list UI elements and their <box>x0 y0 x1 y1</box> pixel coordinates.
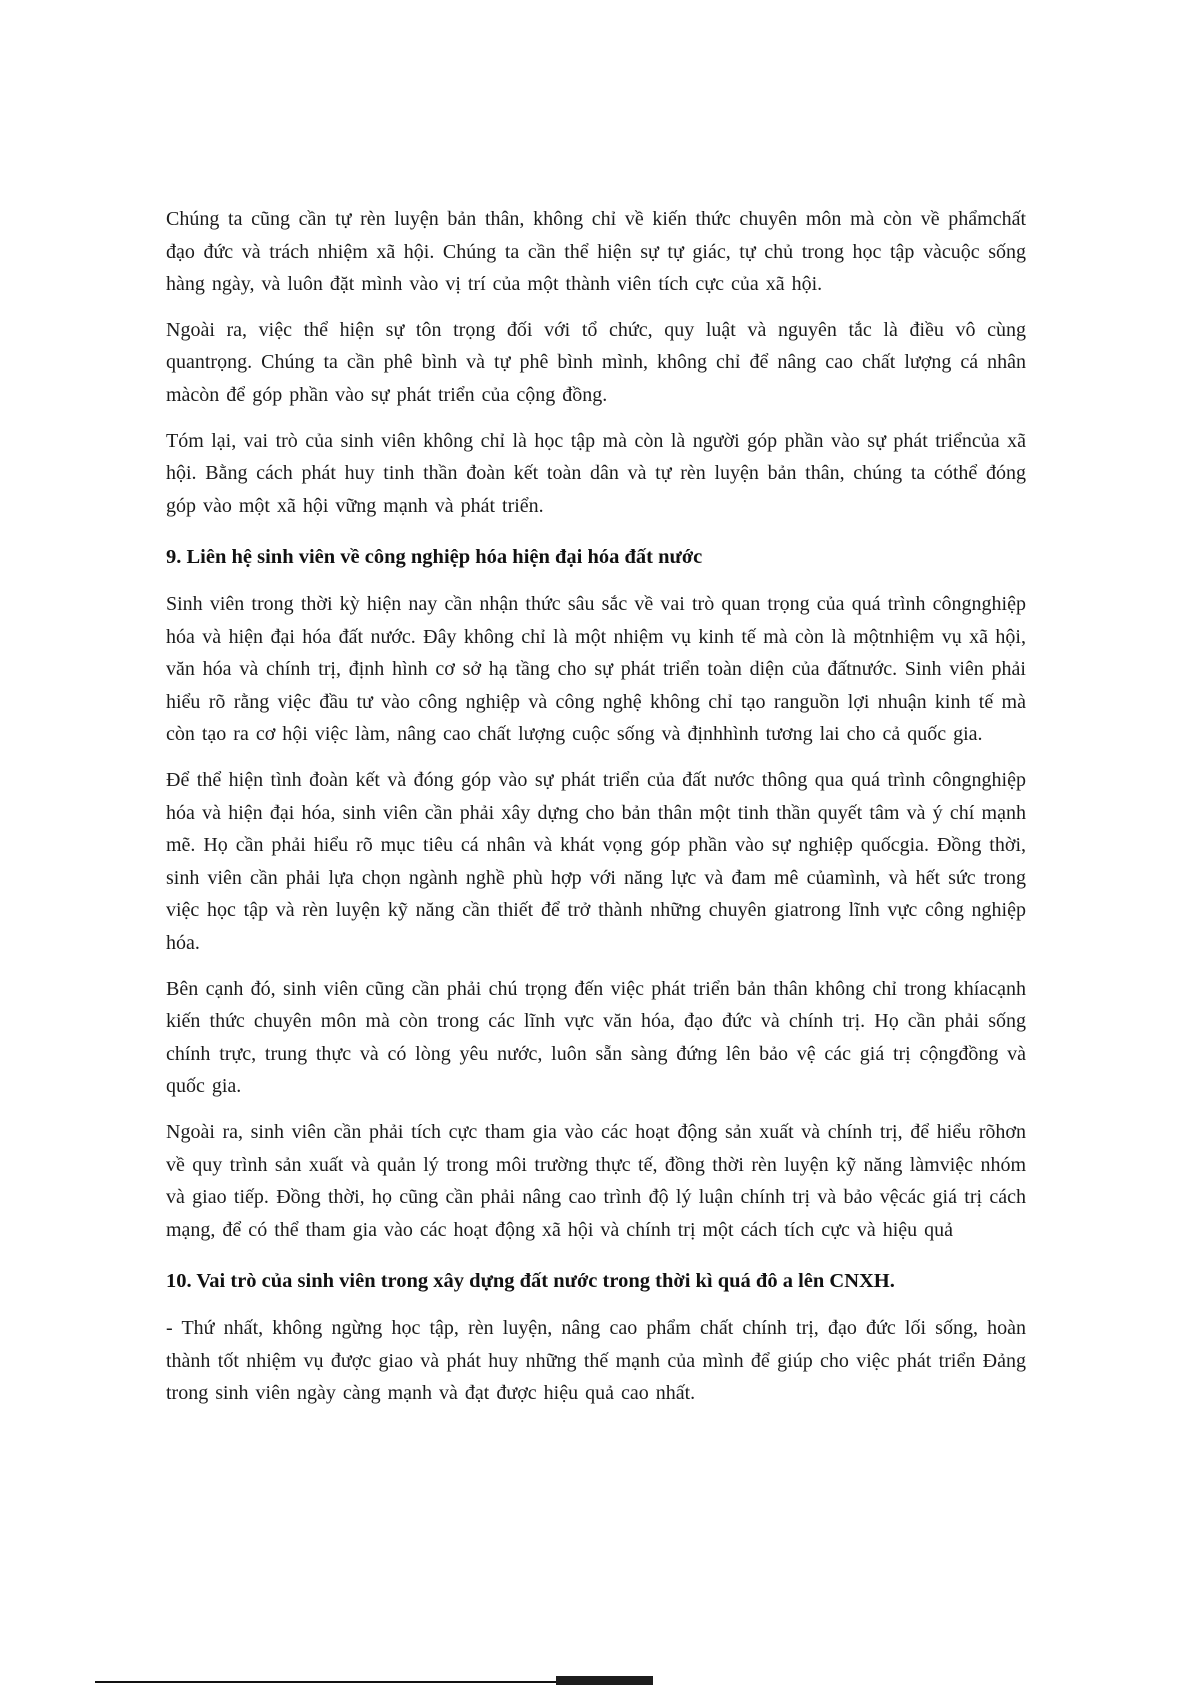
paragraph: Tóm lại, vai trò của sinh viên không chỉ là học tập mà còn là người góp phần vào sự phát triểncủa xã hội. Bằng cách phát huy tinh thần đoàn kết toàn dân và tự rèn luyện bản thân, chúng ta cóthể đóng góp vào một xã hội vững mạnh và phát triển. <box>166 429 1026 517</box>
document-body <box>166 203 1026 1423</box>
paragraph: Chúng ta cũng cần tự rèn luyện bản thân, không chỉ về kiến thức chuyên môn mà còn về phẩmchất đạo đức và trách nhiệm xã hội. Chúng ta cần thể hiện sự tự giác, tự chủ trong học tập vàcuộc sống hàng ngày, và luôn đặt mình vào vị trí của một thành viên tích cực của xã hội. <box>166 208 1026 296</box>
paragraph: Ngoài ra, việc thể hiện sự tôn trọng đối với tổ chức, quy luật và nguyên tắc là điều vô cùng quantrọng. Chúng ta cần phê bình và tự phê bình mình, không chỉ để nâng cao chất lượng cá nhân màcòn để góp phần vào sự phát triển của cộng đồng. <box>166 318 1026 406</box>
paragraph: Để thể hiện tình đoàn kết và đóng góp vào sự phát triển của đất nước thông qua quá trình côngnghiệp hóa và hiện đại hóa, sinh viên cần phải xây dựng cho bản thân một tinh thần quyết tâm và ý chí mạnh mẽ. Họ cần phải hiểu rõ mục tiêu cá nhân và khát vọng góp phần vào sự nghiệp quốcgia. Đồng thời, sinh viên cần phải lựa chọn ngành nghề phù hợp với năng lực và đam mê củamình, và hết sức trong việc học tập và rèn luyện kỹ năng cần thiết để trở thành những chuyên giatrong lĩnh vực công nghiệp hóa. <box>166 769 1026 955</box>
paragraph: Ngoài ra, sinh viên cần phải tích cực tham gia vào các hoạt động sản xuất và chính trị, để hiểu rõhơn về quy trình sản xuất và quản lý trong môi trường thực tế, đồng thời rèn luyện kỹ năng làmviệc nhóm và giao tiếp. Đồng thời, họ cũng cần phải nâng cao trình độ lý luận chính trị và bảo vệcác giá trị cách mạng, để có thể tham gia vào các hoạt động xã hội và chính trị một cách tích cực và hiệu quả <box>166 1121 1026 1241</box>
bottom-edge-block <box>556 1676 653 1685</box>
bottom-edge-line <box>95 1681 557 1683</box>
paragraph: Sinh viên trong thời kỳ hiện nay cần nhận thức sâu sắc về vai trò quan trọng của quá trình côngnghiệp hóa và hiện đại hóa đất nước. Đây không chỉ là một nhiệm vụ kinh tế mà còn là mộtnhiệm vụ xã hội, văn hóa và chính trị, định hình cơ sở hạ tầng cho sự phát triển toàn diện của đấtnước. Sinh viên phải hiểu rõ rằng việc đầu tư vào công nghiệp và công nghệ không chỉ tạo ranguồn lợi nhuận kinh tế mà còn tạo ra cơ hội việc làm, nâng cao chất lượng cuộc sống và địnhhình tương lai cho cả quốc gia. <box>166 593 1026 746</box>
section-heading-10: 10. Vai trò của sinh viên trong xây dựng đất nước trong thời kì quá đô a lên CNXH. <box>166 1270 895 1293</box>
paragraph: - Thứ nhất, không ngừng học tập, rèn luyện, nâng cao phẩm chất chính trị, đạo đức lối sống, hoàn thành tốt nhiệm vụ được giao và phát huy những thế mạnh của mình để giúp cho việc phát triển Đảng trong sinh viên ngày càng mạnh và đạt được hiệu quả cao nhất. <box>166 1317 1026 1405</box>
section-heading-9: 9. Liên hệ sinh viên về công nghiệp hóa hiện đại hóa đất nước <box>166 546 703 569</box>
paragraph: Bên cạnh đó, sinh viên cũng cần phải chú trọng đến việc phát triển bản thân không chỉ trong khíacạnh kiến thức chuyên môn mà còn trong các lĩnh vực văn hóa, đạo đức và chính trị. Họ cần phải sống chính trực, trung thực và có lòng yêu nước, luôn sẵn sàng đứng lên bảo vệ các giá trị cộngđồng và quốc gia. <box>166 977 1026 1098</box>
